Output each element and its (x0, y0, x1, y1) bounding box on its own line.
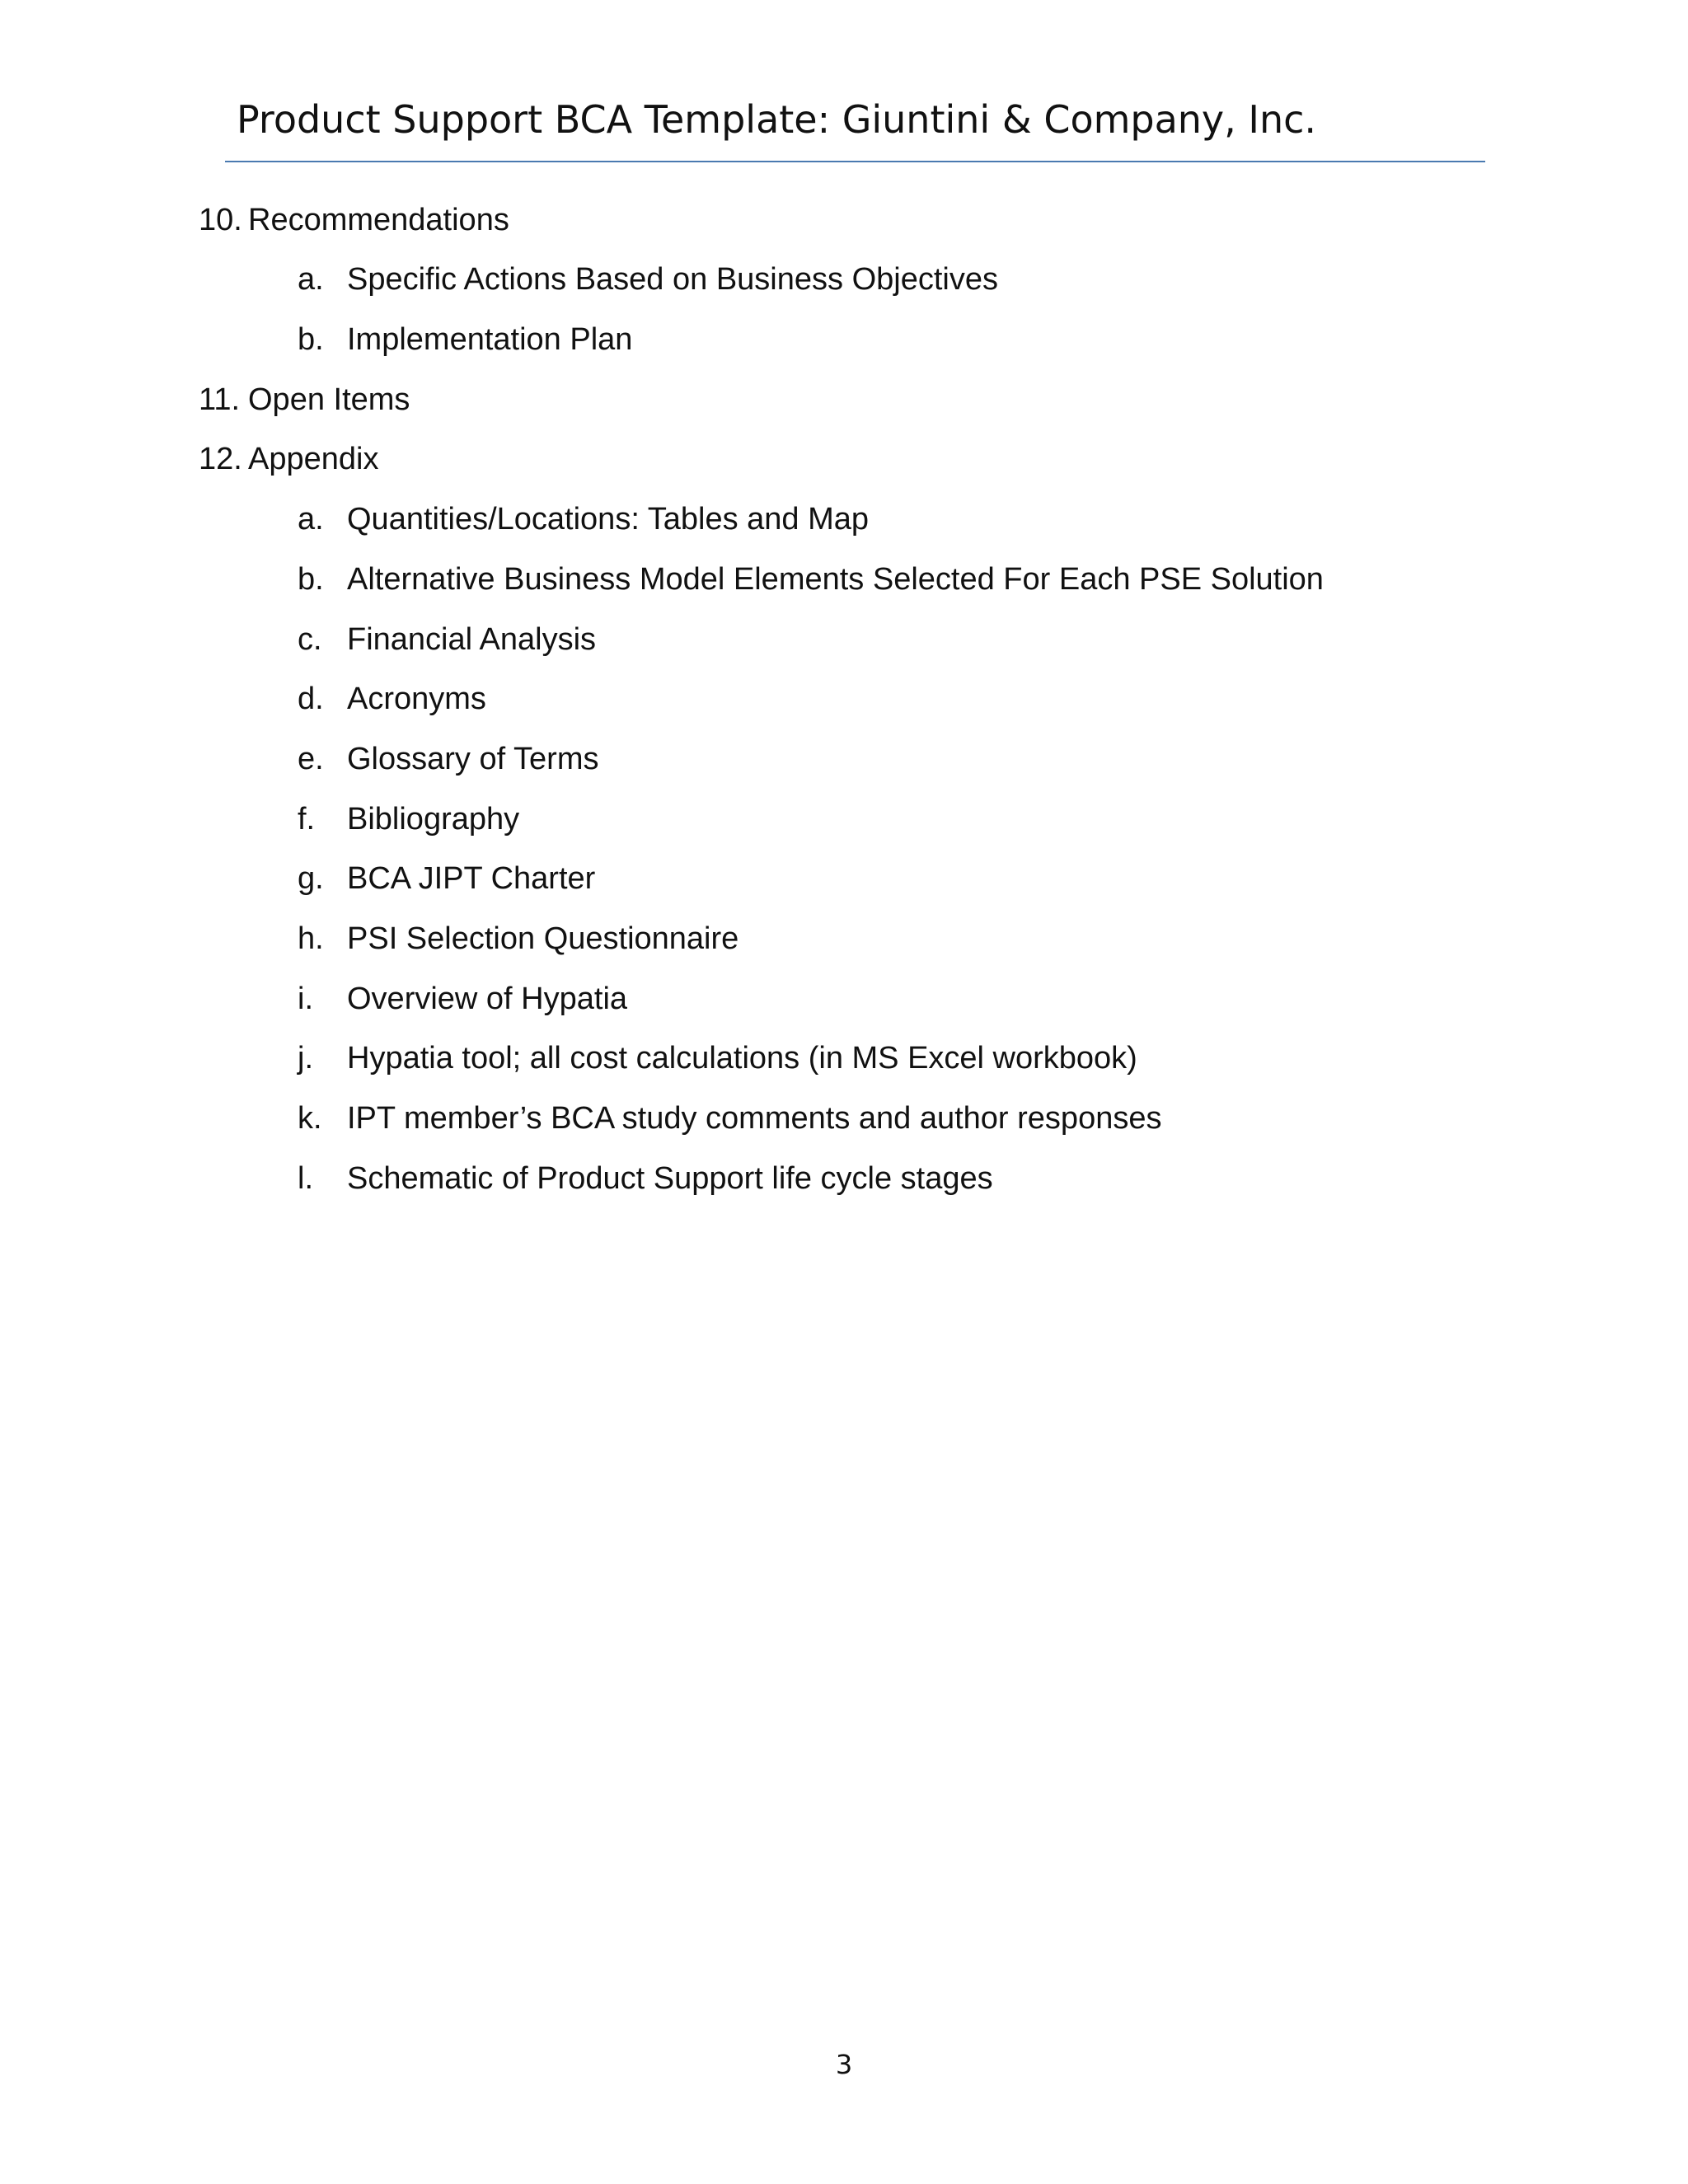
list-item-label: Appendix (248, 442, 379, 476)
list-item-marker: i. (298, 982, 313, 1016)
list-item-marker: g. (298, 861, 324, 896)
list-item-marker: l. (298, 1161, 313, 1196)
list-item-marker: a. (298, 502, 324, 537)
list-item-marker: k. (298, 1101, 322, 1136)
list-item-label: Acronyms (347, 682, 486, 716)
list-item-label: Recommendations (248, 203, 509, 237)
list-item-label: Quantities/Locations: Tables and Map (347, 502, 870, 537)
list-item-marker: 12. (199, 442, 242, 476)
list-item-label: Implementation Plan (347, 322, 633, 357)
list-item-label: Hypatia tool; all cost calculations (in MS Excel workbook) (347, 1041, 1137, 1076)
page-header-title: Product Support BCA Template: Giuntini & Company, Inc. (237, 97, 1317, 142)
list-item-marker: c. (298, 622, 322, 657)
list-item-label: IPT member’s BCA study comments and author responses (347, 1101, 1162, 1136)
list-item-marker: 11. (199, 382, 241, 417)
list-item-marker: b. (298, 562, 324, 597)
list-item-label: PSI Selection Questionnaire (347, 921, 739, 956)
list-item-label: BCA JIPT Charter (347, 861, 596, 896)
list-item-marker: a. (298, 262, 324, 297)
list-item-marker: h. (298, 921, 324, 956)
list-item-label: Overview of Hypatia (347, 982, 628, 1016)
list-item-label: Open Items (248, 382, 410, 417)
list-item-marker: j. (298, 1041, 313, 1076)
page-number: 3 (835, 2049, 853, 2080)
list-item-marker: b. (298, 322, 324, 357)
list-item-label: Alternative Business Model Elements Selected For Each PSE Solution (347, 562, 1324, 597)
list-item-label: Financial Analysis (347, 622, 597, 657)
list-item-marker: e. (298, 742, 324, 776)
list-item-marker: f. (298, 802, 316, 837)
list-item-marker: 10. (199, 203, 242, 237)
list-item-label: Glossary of Terms (347, 742, 599, 776)
list-item-label: Schematic of Product Support life cycle stages (347, 1161, 993, 1196)
header-divider (225, 161, 1485, 162)
list-item-label: Specific Actions Based on Business Objectives (347, 262, 998, 297)
list-item-marker: d. (298, 682, 324, 716)
list-item-label: Bibliography (347, 802, 520, 837)
